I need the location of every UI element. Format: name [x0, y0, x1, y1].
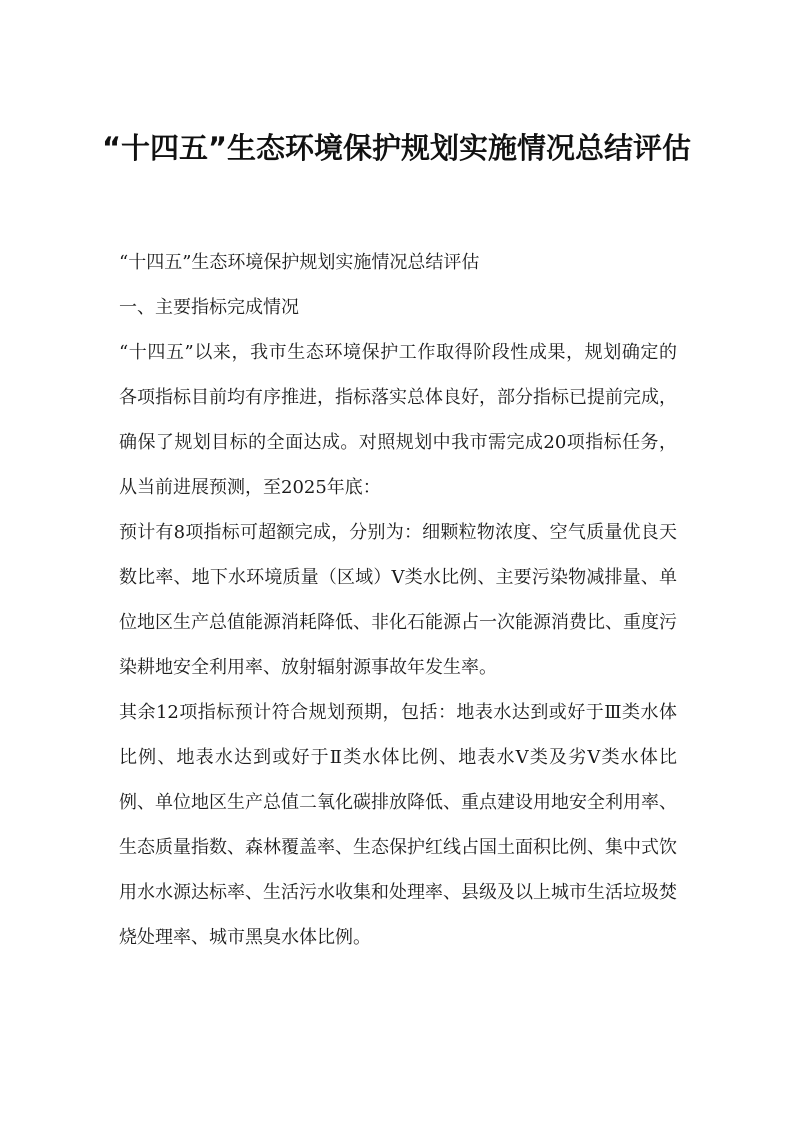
document-subtitle: “十四五”生态环境保护规划实施情况总结评估: [119, 252, 480, 273]
section-heading: 一、主要指标完成情况: [119, 297, 299, 318]
paragraph-expected-indicators: 其余12项指标预计符合规划预期，包括：地表水达到或好于Ⅲ类水体比例、地表水达到或好于Ⅱ类水体比例、地表水Ⅴ类及劣Ⅴ类水体比例、单位地区生产总值二氧化碳排放降低、重点建设用地安全利用率、生态质量指数、森林覆盖率、生态保护红线占国土面积比例、集中式饮用水水源达标率、生活污水收集和处理率、县级及以上城市生活垃圾焚烧处理率、城市黑臭水体比例。: [119, 702, 677, 948]
paragraph-overview: “十四五”以来，我市生态环境保护工作取得阶段性成果，规划确定的各项指标目前均有序推进，指标落实总体良好，部分指标已提前完成，确保了规划目标的全面达成。对照规划中我市需完成20项指标任务，从当前进展预测，至2025年底：: [119, 342, 677, 498]
document-title: “十四五”生态环境保护规划实施情况总结评估: [101, 131, 692, 165]
document-body: [119, 240, 677, 960]
paragraph-exceeded-indicators: 预计有8项指标可超额完成，分别为：细颗粒物浓度、空气质量优良天数比率、地下水环境质量（区域）Ⅴ类水比例、主要污染物减排量、单位地区生产总值能源消耗降低、非化石能源占一次能源消费比、重度污染耕地安全利用率、放射辐射源事故年发生率。: [119, 522, 677, 678]
